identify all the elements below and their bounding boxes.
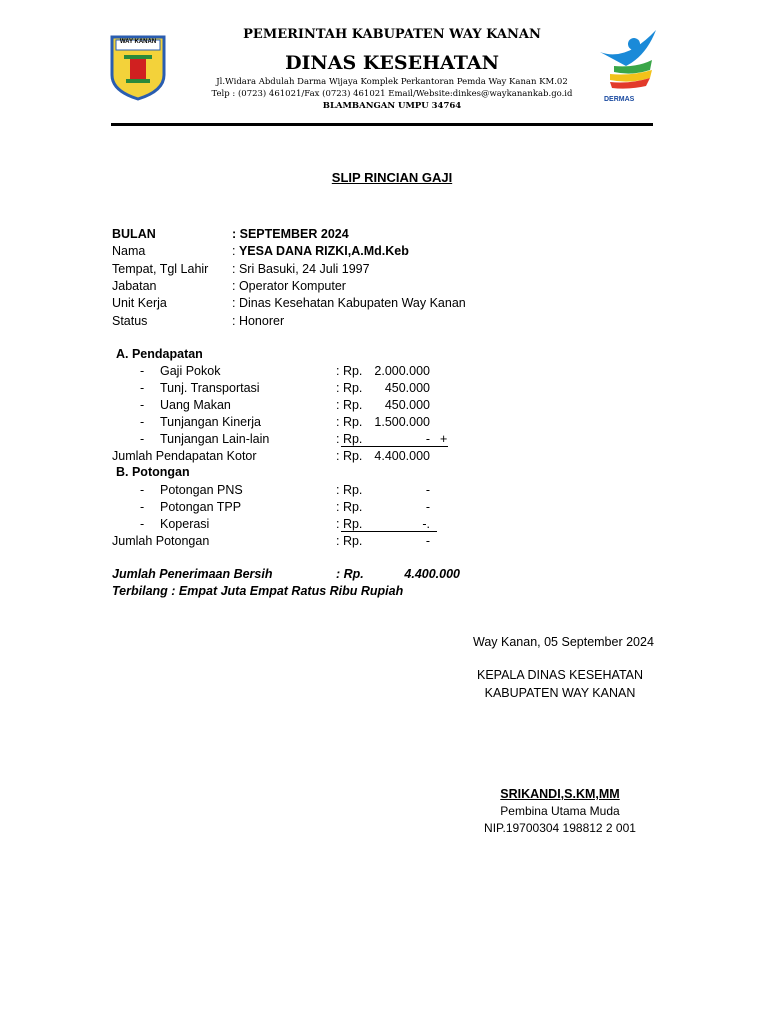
deductions-item-value: - [425,500,430,514]
rp-label: : Rp. [336,398,363,412]
dash: - [140,381,145,395]
info-label: Unit Kerja [112,296,167,310]
info-label: Jabatan [112,279,157,293]
income-item-label: Tunj. Transportasi [160,381,260,395]
income-item-value: - [425,432,430,446]
deductions-item-value: - [425,483,430,497]
income-heading: A. Pendapatan [116,347,203,361]
plus-sign: + [440,432,448,446]
place-date: Way Kanan, 05 September 2024 [473,635,654,649]
header-gov: PEMERINTAH KABUPATEN WAY KANAN [243,27,541,42]
dash: - [140,398,145,412]
info-label: Nama [112,244,146,258]
rp-label: : Rp. [336,483,363,497]
rp-label: : Rp. [336,534,363,548]
deductions-item-label: Koperasi [160,517,210,531]
slip-title: SLIP RINCIAN GAJI [331,170,453,185]
income-item-label: Gaji Pokok [160,364,221,378]
info-label: Tempat, Tgl Lahir [112,262,209,276]
dash: - [140,415,145,429]
info-label: Status [112,314,148,328]
deductions-heading: B. Potongan [116,465,190,479]
header-address: Jl.Widara Abdulah Darma Wijaya Komplek Perkantoran Pemda Way Kanan KM.02 [216,77,568,87]
signer-nip: NIP.19700304 198812 2 001 [484,821,636,835]
header-rule [111,123,653,126]
income-total-value: 4.400.000 [374,449,430,463]
income-item-value: 450.000 [384,398,430,412]
right-logo-text: DERMAS [604,96,635,103]
dash: - [140,483,145,497]
dash: - [140,517,145,531]
signer-position: KEPALA DINAS KESEHATAN [476,668,644,682]
signer-rank: Pembina Utama Muda [500,804,620,818]
net-rp: : Rp. [336,567,364,581]
rp-label: : Rp. [336,500,363,514]
info-value: : Operator Komputer [232,279,346,293]
income-item-label: Tunjangan Kinerja [160,415,261,429]
dash: - [140,500,145,514]
net-words: Terbilang : Empat Juta Empat Ratus Ribu Rupiah [112,584,404,598]
sum-line [341,531,437,532]
income-item-label: Uang Makan [160,398,231,412]
info-label: BULAN [112,227,156,241]
info-value: : SEPTEMBER 2024 [232,227,349,241]
rp-label: : Rp. [336,364,363,378]
dash: - [140,364,145,378]
info-value: : Dinas Kesehatan Kabupaten Way Kanan [232,296,466,310]
deductions-item-label: Potongan PNS [160,483,243,497]
header-city: BLAMBANGAN UMPU 34764 [322,101,462,111]
net-value: 4.400.000 [404,567,460,581]
left-logo-text: WAY KANAN [119,39,157,45]
income-item-value: 2.000.000 [374,364,430,378]
info-value: YESA DANA RIZKI,A.Md.Keb [238,244,409,258]
income-item-label: Tunjangan Lain-lain [160,432,270,446]
signer-name: SRIKANDI,S.KM,MM [500,787,620,801]
rp-label: : Rp. [336,517,363,531]
rp-label: : Rp. [336,449,363,463]
net-label: Jumlah Penerimaan Bersih [112,567,273,581]
deductions-item-label: Potongan TPP [160,500,242,514]
deductions-total-value: - [425,534,430,548]
info-value: : Sri Basuki, 24 Juli 1997 [232,262,370,276]
header-contact: Telp : (0723) 461021/Fax (0723) 461021 Email/Website:dinkes@waykanankab.go.id [211,89,573,99]
sum-line [341,446,448,447]
deductions-total-label: Jumlah Potongan [112,534,210,548]
deductions-item-value: -. [422,517,430,531]
info-value: : Honorer [232,314,285,328]
income-total-label: Jumlah Pendapatan Kotor [112,449,257,463]
income-item-value: 1.500.000 [374,415,430,429]
rp-label: : Rp. [336,432,363,446]
dash: - [140,432,145,446]
rp-label: : Rp. [336,415,363,429]
income-item-value: 450.000 [384,381,430,395]
rp-label: : Rp. [336,381,363,395]
header-office: DINAS KESEHATAN [285,52,499,74]
signer-position: KABUPATEN WAY KANAN [484,686,636,700]
